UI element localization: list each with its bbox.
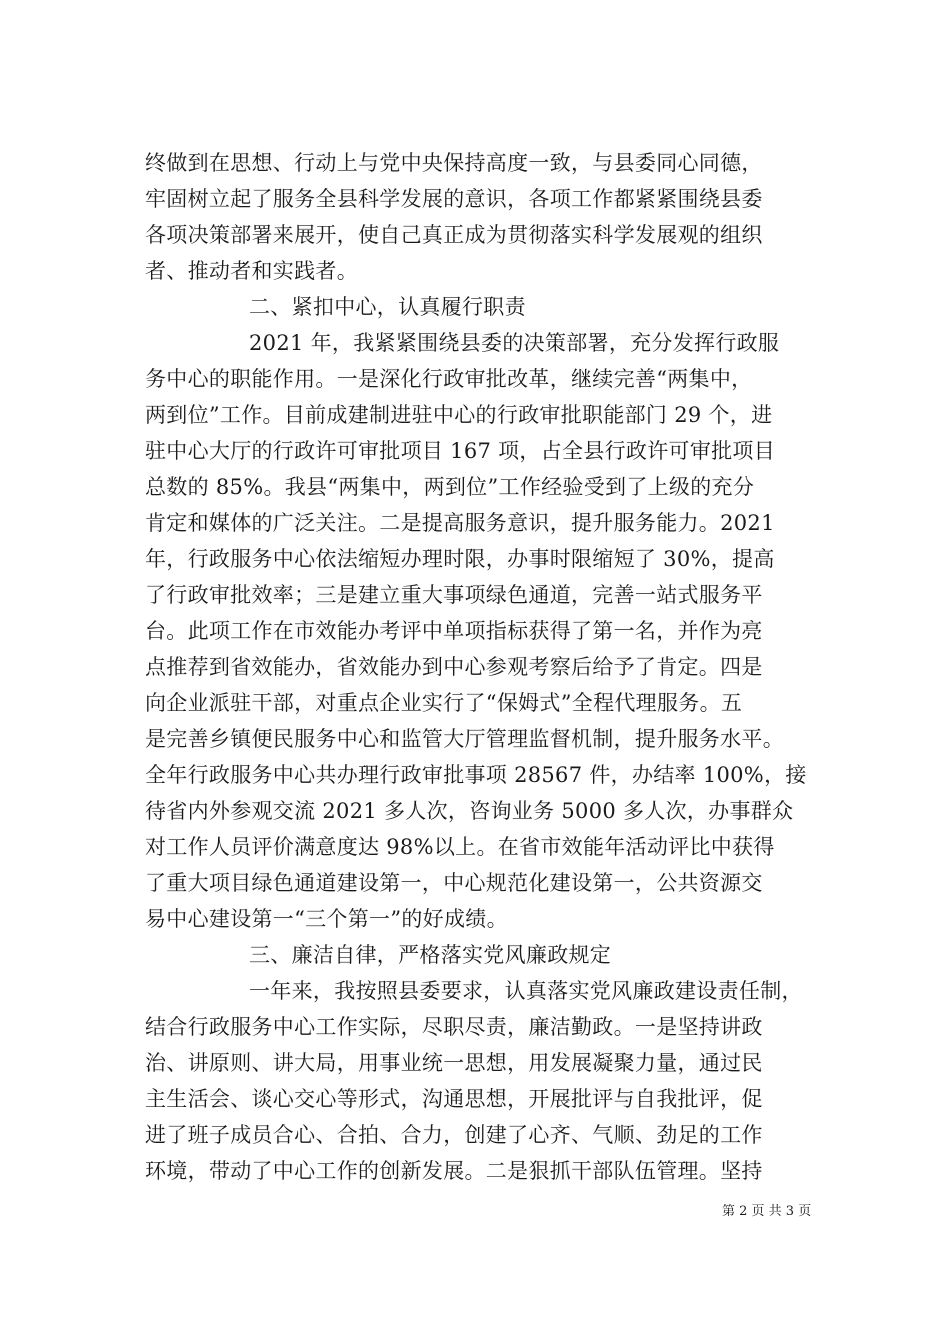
text-line: 是完善乡镇便民服务中心和监管大厅管理监督机制，提升服务水平。 xyxy=(145,727,784,751)
text-line: 全年行政服务中心共办理行政审批事项 28567 件，办结率 100%，接 xyxy=(145,763,807,787)
text-line: 对工作人员评价满意度达 98%以上。在省市效能年活动评比中获得 xyxy=(145,835,775,859)
text-line: 结合行政服务中心工作实际，尽职尽责，廉洁勤政。一是坚持讲政 xyxy=(145,1015,763,1039)
text-line: 点推荐到省效能办，省效能办到中心参观考察后给予了肯定。四是 xyxy=(145,655,763,679)
page-number: 第 2 页 共 3 页 xyxy=(722,1204,812,1219)
text-line: 各项决策部署来展开，使自己真正成为贯彻落实科学发展观的组织 xyxy=(145,223,763,247)
text-line: 牢固树立起了服务全县科学发展的意识，各项工作都紧紧围绕县委 xyxy=(145,187,763,211)
text-line: 了行政审批效率；三是建立重大事项绿色通道，完善一站式服务平 xyxy=(145,583,763,607)
text-line: 年，行政服务中心依法缩短办理时限，办事时限缩短了 30%，提高 xyxy=(145,547,775,571)
text-line: 台。此项工作在市效能办考评中单项指标获得了第一名，并作为亮 xyxy=(145,619,763,643)
text-line: 总数的 85%。我县“两集中，两到位”工作经验受到了上级的充分 xyxy=(145,475,755,499)
text-line: 了重大项目绿色通道建设第一，中心规范化建设第一，公共资源交 xyxy=(145,871,763,895)
text-line: 终做到在思想、行动上与党中央保持高度一致，与县委同心同德， xyxy=(145,151,763,175)
text-line: 向企业派驻干部，对重点企业实行了“保姆式”全程代理服务。五 xyxy=(145,691,743,715)
text-line: 进了班子成员合心、合拍、合力，创建了心齐、气顺、劲足的工作 xyxy=(145,1123,763,1147)
text-line: 主生活会、谈心交心等形式，沟通思想，开展批评与自我批评，促 xyxy=(145,1087,763,1111)
section-heading: 二、紧扣中心，认真履行职责 xyxy=(249,295,526,319)
section-heading: 三、廉洁自律，严格落实党风廉政规定 xyxy=(249,943,612,967)
text-line: 治、讲原则、讲大局，用事业统一思想，用发展凝聚力量，通过民 xyxy=(145,1051,763,1075)
text-line: 者、推动者和实践者。 xyxy=(145,259,358,283)
text-line: 环境，带动了中心工作的创新发展。二是狠抓干部队伍管理。坚持 xyxy=(145,1159,763,1183)
text-line: 务中心的职能作用。一是深化行政审批改革，继续完善“两集中， xyxy=(145,367,753,391)
text-line: 两到位”工作。目前成建制进驻中心的行政审批职能部门 29 个，进 xyxy=(145,403,773,427)
text-line: 驻中心大厅的行政许可审批项目 167 项，占全县行政许可审批项目 xyxy=(145,439,776,463)
text-line: 一年来，我按照县委要求，认真落实党风廉政建设责任制， xyxy=(249,979,803,1003)
text-line: 肯定和媒体的广泛关注。二是提高服务意识，提升服务能力。2021 xyxy=(145,511,775,535)
text-line: 易中心建设第一“三个第一”的好成绩。 xyxy=(145,907,508,931)
text-line: 待省内外参观交流 2021 多人次，咨询业务 5000 多人次，办事群众 xyxy=(145,799,794,823)
text-line: 2021 年，我紧紧围绕县委的决策部署，充分发挥行政服 xyxy=(249,331,780,355)
